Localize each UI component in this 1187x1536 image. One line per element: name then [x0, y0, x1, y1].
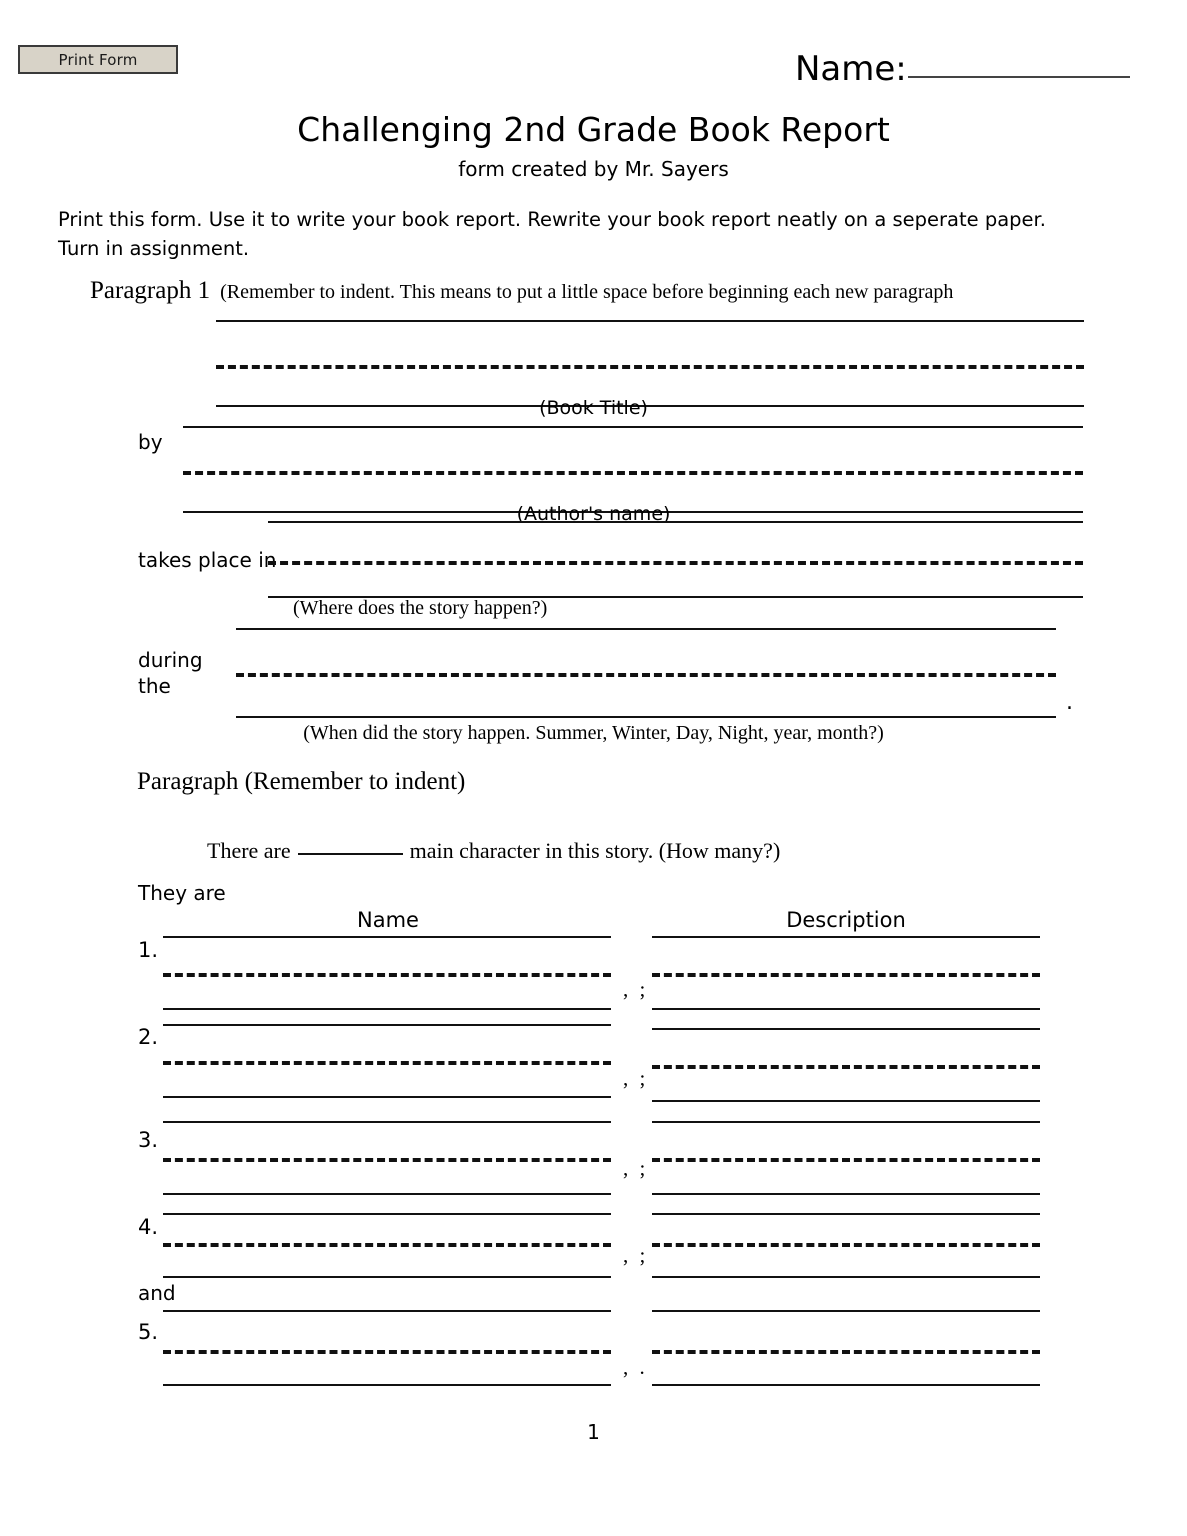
- page-subtitle: form created by Mr. Sayers: [458, 157, 729, 181]
- there-are-prefix: There are: [207, 838, 291, 863]
- name-label: Name:: [795, 49, 907, 89]
- writing-line-top: [163, 1024, 611, 1026]
- row-4-description-lines[interactable]: [652, 1213, 1040, 1287]
- book-title-caption: (Book Title): [539, 397, 648, 419]
- page-number: 1: [587, 1420, 600, 1444]
- book-title-writing-lines[interactable]: [216, 320, 1084, 406]
- takes-place-in-label: takes place in: [138, 548, 277, 572]
- writing-line-bottom: [652, 1193, 1040, 1195]
- writing-line-bottom: [652, 1008, 1040, 1010]
- row-2-name-lines[interactable]: [163, 1024, 611, 1098]
- writing-line-bottom: [652, 1100, 1040, 1102]
- row-4-separator: , ;: [623, 1243, 649, 1267]
- row-3-separator: , ;: [623, 1156, 649, 1180]
- writing-line-top: [163, 1121, 611, 1123]
- setting-caption: (Where does the story happen?): [293, 597, 548, 619]
- paragraph-1-heading-note: (Remember to indent. This means to put a little space before beginning each new paragraph: [220, 281, 954, 303]
- author-writing-lines[interactable]: [183, 426, 1083, 512]
- row-5-description-lines[interactable]: [652, 1310, 1040, 1384]
- writing-line-top: [268, 521, 1083, 523]
- writing-line-bottom: [163, 1008, 611, 1010]
- writing-line-middle: [652, 1350, 1040, 1354]
- row-2-separator: , ;: [623, 1066, 649, 1090]
- writing-line-top: [652, 1028, 1040, 1030]
- writing-line-top: [652, 936, 1040, 938]
- writing-line-top: [163, 936, 611, 938]
- during-the-label: [138, 648, 203, 699]
- column-header-description: Description: [786, 908, 906, 932]
- writing-line-bottom: [163, 1276, 611, 1278]
- row-number-1: 1.: [138, 938, 159, 962]
- writing-line-bottom: [236, 716, 1056, 718]
- row-1-separator: , ;: [623, 977, 649, 1001]
- by-label: by: [138, 430, 163, 454]
- row-4-name-lines[interactable]: [163, 1213, 611, 1287]
- paragraph-1-heading-main: Paragraph 1: [90, 277, 211, 304]
- paragraph-1-heading: [90, 277, 953, 305]
- during-label: during: [138, 648, 203, 672]
- writing-line-middle: [163, 1243, 611, 1247]
- row-3-name-lines[interactable]: [163, 1121, 611, 1195]
- writing-line-bottom: [163, 1193, 611, 1195]
- writing-line-top: [236, 628, 1056, 630]
- print-form-button[interactable]: Print Form: [18, 45, 178, 74]
- writing-line-middle: [652, 1065, 1040, 1069]
- row-5-name-lines[interactable]: [163, 1310, 611, 1384]
- page-title: Challenging 2nd Grade Book Report: [297, 110, 890, 149]
- row-2-description-lines[interactable]: [652, 1028, 1040, 1102]
- row-number-5: 5.: [138, 1320, 159, 1344]
- writing-line-middle: [163, 1158, 611, 1162]
- writing-line-top: [652, 1121, 1040, 1123]
- writing-line-bottom: [652, 1384, 1040, 1386]
- row-number-3: 3.: [138, 1128, 159, 1152]
- author-name-caption: (Author's name): [516, 503, 671, 525]
- writing-line-middle: [268, 561, 1083, 565]
- writing-line-top: [216, 320, 1084, 322]
- writing-line-top: [163, 1310, 611, 1312]
- writing-line-bottom: [163, 1096, 611, 1098]
- main-character-count-row: [207, 838, 780, 864]
- the-label: the: [138, 673, 171, 698]
- writing-line-middle: [652, 973, 1040, 977]
- and-label: and: [138, 1281, 176, 1305]
- paragraph-2-heading: Paragraph (Remember to indent): [137, 768, 466, 795]
- name-input[interactable]: [908, 76, 1130, 78]
- row-number-4: 4.: [138, 1215, 159, 1239]
- there-are-suffix: main character in this story. (How many?): [409, 838, 781, 863]
- writing-line-middle: [652, 1243, 1040, 1247]
- character-count-input[interactable]: [298, 853, 403, 855]
- column-header-name: Name: [357, 908, 419, 932]
- writing-line-top: [183, 426, 1083, 428]
- writing-line-top: [652, 1310, 1040, 1312]
- name-field-row: [795, 49, 1130, 89]
- writing-line-middle: [236, 673, 1056, 677]
- writing-line-middle: [216, 365, 1084, 369]
- time-caption: (When did the story happen. Summer, Winter, Day, Night, year, month?): [303, 722, 884, 744]
- row-number-2: 2.: [138, 1025, 159, 1049]
- row-5-separator: , .: [623, 1355, 648, 1379]
- writing-line-bottom: [163, 1384, 611, 1386]
- row-3-description-lines[interactable]: [652, 1121, 1040, 1195]
- they-are-label: They are: [138, 881, 226, 905]
- writing-line-middle: [652, 1158, 1040, 1162]
- writing-line-top: [652, 1213, 1040, 1215]
- writing-line-middle: [163, 1350, 611, 1354]
- sentence-end-period: .: [1066, 690, 1073, 715]
- row-1-description-lines[interactable]: [652, 936, 1040, 1010]
- writing-line-middle: [163, 973, 611, 977]
- instructions-text: Print this form. Use it to write your book report. Rewrite your book report neatly on a seperate paper. Turn in assignment.: [58, 208, 1046, 260]
- writing-line-top: [163, 1213, 611, 1215]
- writing-line-bottom: [652, 1276, 1040, 1278]
- row-1-name-lines[interactable]: [163, 936, 611, 1010]
- writing-line-middle: [183, 471, 1083, 475]
- writing-line-middle: [163, 1061, 611, 1065]
- setting-writing-lines[interactable]: [268, 521, 1083, 597]
- time-writing-lines[interactable]: [236, 628, 1056, 718]
